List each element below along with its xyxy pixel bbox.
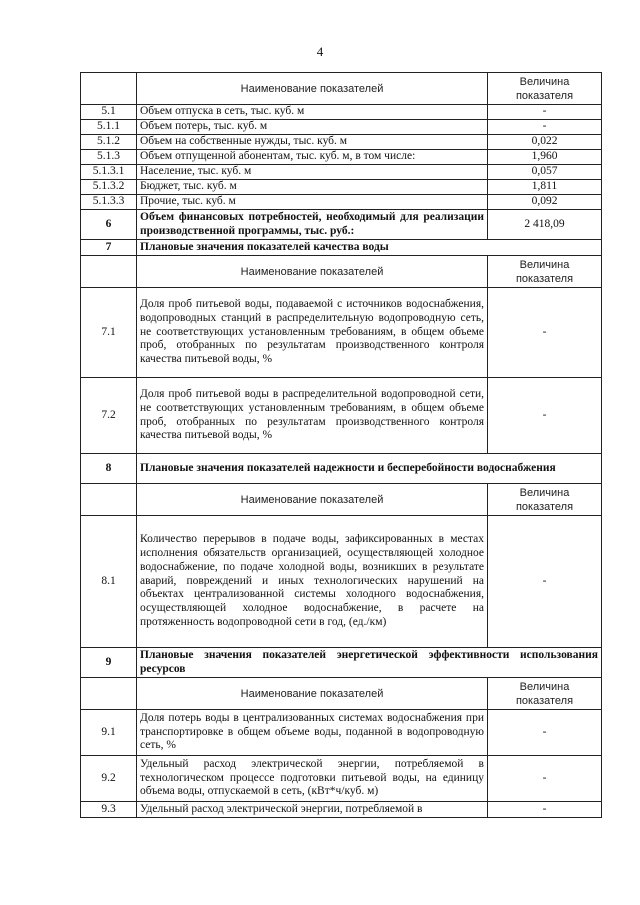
table-row — [81, 180, 602, 195]
row-value: 0,092 — [488, 195, 602, 210]
table-row — [81, 516, 602, 648]
row-value: 0,057 — [488, 165, 602, 180]
table-row — [81, 165, 602, 180]
row-value: 2 418,09 — [488, 210, 602, 240]
table-row — [81, 135, 602, 150]
row-value: - — [488, 378, 602, 454]
row-value: - — [488, 120, 602, 135]
row-number: 7.2 — [81, 378, 137, 454]
row-name: Население, тыс. куб. м — [137, 165, 488, 180]
row-name: Доля потерь воды в централизованных системах водоснабжения при транспортировке в общем объеме воды, поданной в водопроводную сеть, % — [137, 710, 488, 756]
name-header: Наименование показателей — [137, 484, 488, 516]
row-name: Объем финансовых потребностей, необходимый для реализации производственной программы, тыс. руб.: — [137, 210, 488, 240]
table-row — [81, 150, 602, 165]
table-row — [81, 378, 602, 454]
row-number: 5.1.3.2 — [81, 180, 137, 195]
table-row — [81, 195, 602, 210]
row-name: Объем на собственные нужды, тыс. куб. м — [137, 135, 488, 150]
value-header: Величина показателя — [488, 256, 602, 288]
header-num-cell — [81, 73, 137, 105]
row-name: Доля проб питьевой воды, подаваемой с источников водоснабжения, водопроводных станций в распределительную водопроводную сеть, не соответствующих установленным требованиям, в общем объеме проб, отобранных по результатам производственного контроля качества питьевой воды, % — [137, 288, 488, 378]
page-number: 4 — [316, 44, 324, 59]
row-value: 0,022 — [488, 135, 602, 150]
row-name: Удельный расход электрической энергии, потребляемой в технологическом процессе подготовки питьевой воды, на единицу объема воды, отпускаемой в сеть, (кВт*ч/куб. м) — [137, 756, 488, 802]
row-value: - — [488, 105, 602, 120]
indicators-table — [80, 72, 602, 818]
row-name: Бюджет, тыс. куб. м — [137, 180, 488, 195]
row-name: Прочие, тыс. куб. м — [137, 195, 488, 210]
row-name: Объем отпуска в сеть, тыс. куб. м — [137, 105, 488, 120]
section-title: Плановые значения показателей качества воды — [137, 240, 602, 256]
value-header: Величина показателя — [488, 678, 602, 710]
row-name: Объем потерь, тыс. куб. м — [137, 120, 488, 135]
table-header-row — [81, 73, 602, 105]
row-number: 5.1.1 — [81, 120, 137, 135]
section-number: 8 — [81, 454, 137, 484]
table-header-row — [81, 678, 602, 710]
row-value: 1,960 — [488, 150, 602, 165]
name-header: Наименование показателей — [137, 678, 488, 710]
row-name: Количество перерывов в подаче воды, зафиксированных в местах исполнения обязательств организацией, осуществляющей холодное водоснабжение, по подаче холодной воды, возникших в результате аварий, повреждений и иных технологических нарушений на объектах централизованной системы холодного водоснабжения, осуществляющей холодное водоснабжение, в расчете на протяженность водопроводной сети в год, (ед./км) — [137, 516, 488, 648]
table-row — [81, 802, 602, 818]
row-value: - — [488, 710, 602, 756]
table-row — [81, 710, 602, 756]
section-row — [81, 240, 602, 256]
row-number: 5.1.3.3 — [81, 195, 137, 210]
row-name: Удельный расход электрической энергии, потребляемой в — [137, 802, 488, 818]
section-number: 7 — [81, 240, 137, 256]
row-number: 7.1 — [81, 288, 137, 378]
row-value: - — [488, 516, 602, 648]
row-value: - — [488, 802, 602, 818]
financial-needs-row — [81, 210, 602, 240]
section-row — [81, 454, 602, 484]
row-value: 1,811 — [488, 180, 602, 195]
table-row — [81, 288, 602, 378]
table-row — [81, 120, 602, 135]
section-row — [81, 648, 602, 678]
row-number: 9.3 — [81, 802, 137, 818]
header-num-cell — [81, 484, 137, 516]
row-number: 6 — [81, 210, 137, 240]
row-name: Объем отпущенной абонентам, тыс. куб. м, в том числе: — [137, 150, 488, 165]
header-num-cell — [81, 678, 137, 710]
table-header-row — [81, 484, 602, 516]
row-number: 5.1 — [81, 105, 137, 120]
row-number: 5.1.3.1 — [81, 165, 137, 180]
value-header: Величина показателя — [488, 484, 602, 516]
row-value: - — [488, 756, 602, 802]
name-header: Наименование показателей — [137, 73, 488, 105]
row-value: - — [488, 288, 602, 378]
row-number: 8.1 — [81, 516, 137, 648]
name-header: Наименование показателей — [137, 256, 488, 288]
row-name: Доля проб питьевой воды в распределительной водопроводной сети, не соответствующих установленным требованиям, в общем объеме проб, отобранных по результатам производственного контроля качества питьевой воды, % — [137, 378, 488, 454]
table-row — [81, 105, 602, 120]
header-num-cell — [81, 256, 137, 288]
value-header: Величина показателя — [488, 73, 602, 105]
section-title: Плановые значения показателей энергетической эффективности использования ресурсов — [137, 648, 602, 678]
table-row — [81, 756, 602, 802]
section-title: Плановые значения показателей надежности и бесперебойности водоснабжения — [137, 454, 602, 484]
row-number: 9.1 — [81, 710, 137, 756]
table-header-row — [81, 256, 602, 288]
row-number: 5.1.2 — [81, 135, 137, 150]
section-number: 9 — [81, 648, 137, 678]
row-number: 9.2 — [81, 756, 137, 802]
row-number: 5.1.3 — [81, 150, 137, 165]
